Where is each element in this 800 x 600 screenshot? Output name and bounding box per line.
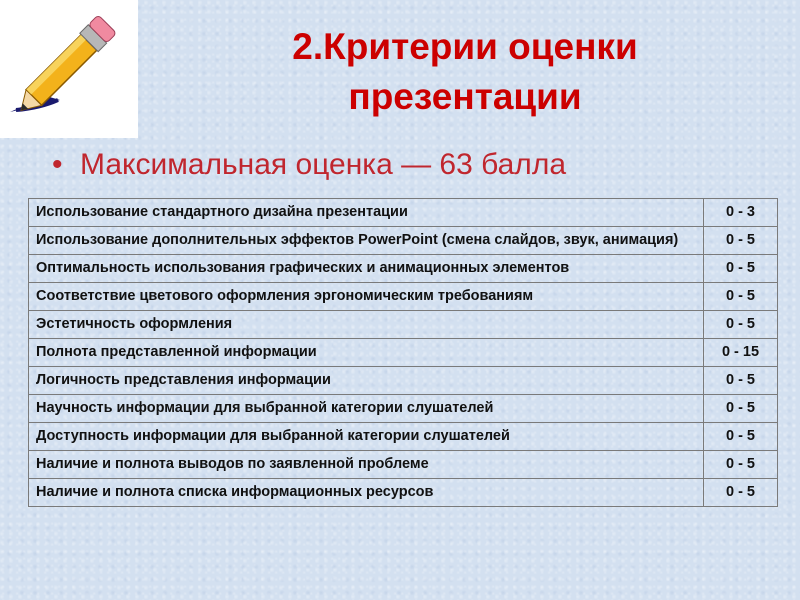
bullet-text: Максимальная оценка — 63 балла <box>80 148 567 181</box>
criterion-cell: Использование стандартного дизайна презентации <box>29 199 704 227</box>
table-row <box>29 227 778 255</box>
title-line-1: 2.Критерии оценки <box>292 26 638 67</box>
criterion-cell: Доступность информации для выбранной категории слушателей <box>29 423 704 451</box>
table-row <box>29 367 778 395</box>
score-cell: 0 - 5 <box>704 283 778 311</box>
table-row <box>29 283 778 311</box>
table-row <box>29 395 778 423</box>
criteria-table <box>28 198 778 507</box>
score-cell: 0 - 5 <box>704 255 778 283</box>
criterion-cell: Использование дополнительных эффектов PowerPoint (смена слайдов, звук, анимация) <box>29 227 704 255</box>
pencil-logo <box>0 0 138 138</box>
page-title <box>215 22 715 122</box>
score-cell: 0 - 5 <box>704 227 778 255</box>
criterion-cell: Наличие и полнота выводов по заявленной проблеме <box>29 451 704 479</box>
score-cell: 0 - 5 <box>704 311 778 339</box>
score-cell: 0 - 15 <box>704 339 778 367</box>
title-line-2: презентации <box>348 76 582 117</box>
table-row <box>29 451 778 479</box>
criterion-cell: Полнота представленной информации <box>29 339 704 367</box>
criterion-cell: Научность информации для выбранной категории слушателей <box>29 395 704 423</box>
score-cell: 0 - 5 <box>704 367 778 395</box>
table-row <box>29 423 778 451</box>
score-cell: 0 - 5 <box>704 395 778 423</box>
table-row <box>29 311 778 339</box>
criterion-cell: Логичность представления информации <box>29 367 704 395</box>
pencil-icon <box>0 0 138 138</box>
score-cell: 0 - 3 <box>704 199 778 227</box>
bullet-dot-icon: • <box>52 148 63 181</box>
criterion-cell: Оптимальность использования графических и анимационных элементов <box>29 255 704 283</box>
criterion-cell: Наличие и полнота списка информационных ресурсов <box>29 479 704 507</box>
max-score-bullet <box>52 143 752 187</box>
score-cell: 0 - 5 <box>704 423 778 451</box>
criterion-cell: Эстетичность оформления <box>29 311 704 339</box>
score-cell: 0 - 5 <box>704 451 778 479</box>
table-row <box>29 255 778 283</box>
table-row <box>29 339 778 367</box>
score-cell: 0 - 5 <box>704 479 778 507</box>
criterion-cell: Соответствие цветового оформления эргономическим требованиям <box>29 283 704 311</box>
table-row <box>29 479 778 507</box>
table-row <box>29 199 778 227</box>
